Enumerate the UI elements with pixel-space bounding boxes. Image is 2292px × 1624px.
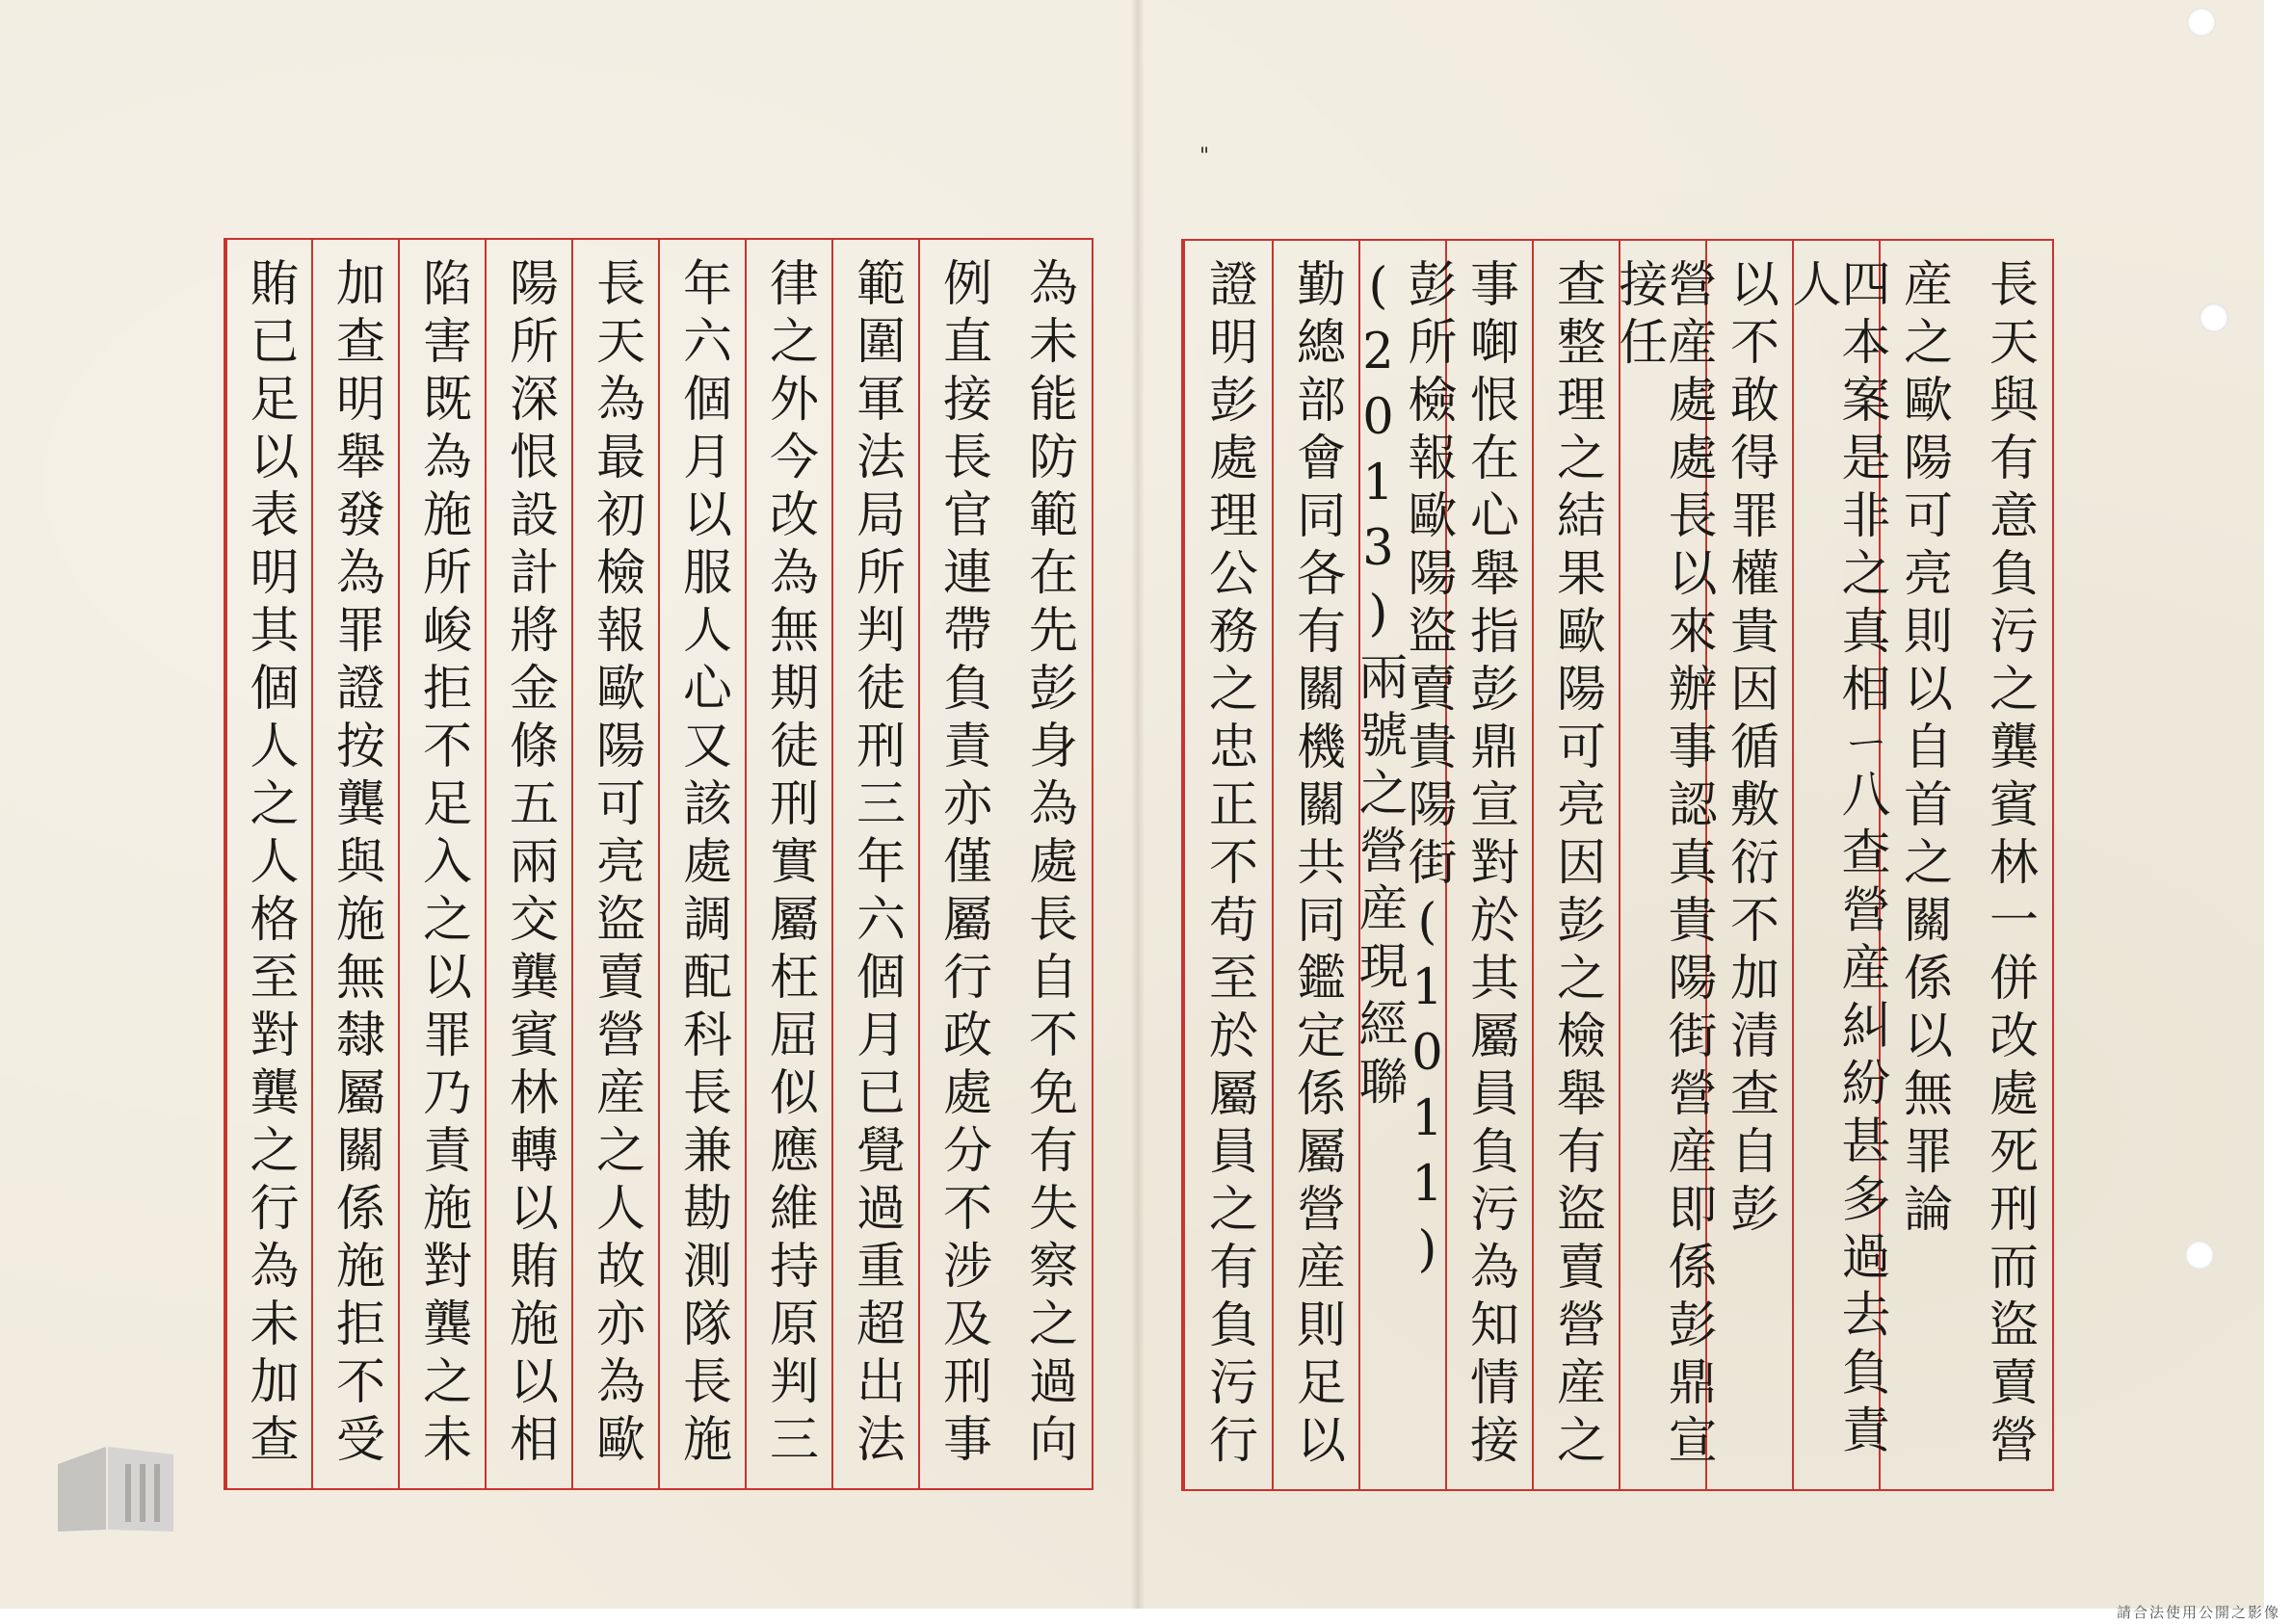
text-column <box>1610 241 1716 1489</box>
text-column <box>1965 241 2052 1489</box>
text-column <box>745 240 831 1488</box>
text-column <box>1272 241 1358 1489</box>
watermark: 請合法使用公開之影像 <box>2116 1604 2280 1621</box>
column-text: 賄已足以表明其個人之人格至對龔之行為未加查 <box>241 257 298 1471</box>
punch-hole <box>2185 1241 2214 1270</box>
text-column <box>398 240 485 1488</box>
text-column <box>1705 241 1792 1489</box>
right-page-frame <box>1181 239 2054 1491</box>
book-stack-logo-icon <box>48 1435 193 1541</box>
text-column <box>1532 241 1619 1489</box>
column-text: 例直接長官連帶負責亦僅屬行政處分不涉及刑事 <box>934 257 991 1471</box>
punch-hole <box>2200 303 2228 332</box>
page-fold <box>1131 0 1145 1609</box>
column-text: 範圍軍法局所判徒刑三年六個月已覺過重超出法 <box>847 257 905 1471</box>
text-column <box>831 240 918 1488</box>
text-column <box>918 240 1005 1488</box>
column-text: 長天與有意負污之龔賓林一併改處死刑而盜賣營 <box>1980 258 2038 1472</box>
column-text: 加查明舉發為罪證按龔與施無隸屬關係施拒不受 <box>327 257 384 1471</box>
column-text: 事啣恨在心舉指彭鼎宣對於其屬員負污為知情接 <box>1461 258 1518 1472</box>
column-text: 陽所深恨設計將金條五兩交龔賓林轉以賄施以相 <box>500 257 558 1471</box>
punch-hole <box>2187 8 2216 37</box>
text-column <box>1445 241 1532 1489</box>
text-column <box>225 240 311 1488</box>
column-text: 營産處處長以來辦事認真貴陽街營産即係彭鼎宣接任 <box>1610 258 1716 1472</box>
column-text: 查整理之結果歐陽可亮因彭之檢舉有盜賣營産之 <box>1547 258 1605 1472</box>
margin-mark: " <box>1199 144 1210 169</box>
column-text: 産之歐陽可亮則以自首之關係以無罪論 <box>1894 258 1952 1241</box>
text-column <box>311 240 398 1488</box>
text-column <box>1183 241 1272 1489</box>
column-text: 彭所檢報歐陽盜賣貴陽街(1011)(2013)兩號之營産現經聯 <box>1350 258 1456 1287</box>
text-column <box>658 240 745 1488</box>
text-column <box>1005 240 1092 1488</box>
column-text: 長天為最初檢報歐陽可亮盜賣營産之人故亦為歐 <box>587 257 645 1471</box>
column-text: 陷害既為施所峻拒不足入之以罪乃責施對龔之未 <box>413 257 471 1471</box>
column-text: 為未能防範在先彭身為處長自不免有失察之過向 <box>1019 257 1077 1471</box>
column-text: 律之外今改為無期徒刑實屬枉屈似應維持原判三 <box>760 257 818 1471</box>
column-text: 四本案是非之真相ㄧ八查營産糾紛甚多過去負責人 <box>1783 258 1889 1462</box>
text-column <box>485 240 571 1488</box>
text-column <box>1783 241 1889 1489</box>
left-page-frame <box>224 238 1093 1490</box>
column-text: 年六個月以服人心又該處調配科長兼勘測隊長施 <box>673 257 731 1471</box>
text-column <box>1879 241 1965 1489</box>
text-column <box>1350 241 1456 1489</box>
column-text: 以不敢得罪權貴因循敷衍不加清查自彭 <box>1721 258 1778 1241</box>
column-text: 勤總部會同各有關機關共同鑑定係屬營産則足以 <box>1287 258 1345 1472</box>
column-text: 證明彭處理公務之忠正不苟至於屬員之有負污行 <box>1199 258 1257 1472</box>
text-column <box>571 240 658 1488</box>
